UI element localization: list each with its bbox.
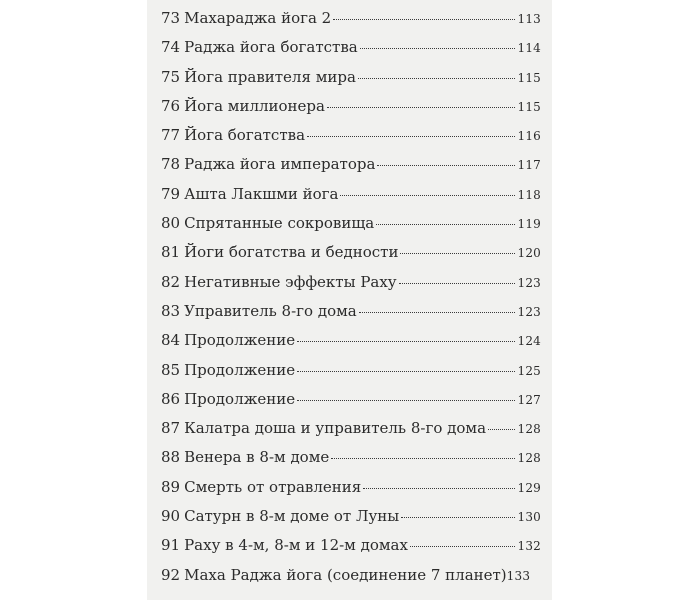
entry-title: Сатурн в 8-м доме от Луны — [184, 507, 400, 526]
entry-number: 88 — [161, 448, 181, 467]
entry-title: Махараджа йога 2 — [184, 9, 332, 27]
entry-title: Калатра доша и управитель 8-го дома — [184, 419, 487, 438]
entry-page-number: 130 — [517, 510, 541, 525]
toc-entry — [161, 478, 541, 507]
dot-leader — [307, 136, 515, 137]
dot-leader — [410, 546, 516, 547]
toc-entry — [161, 214, 541, 243]
entry-page-number: 127 — [517, 392, 541, 407]
toc-entry — [161, 419, 541, 448]
entry-title: Йоги богатства и бедности — [184, 243, 399, 262]
entry-page-number: 116 — [517, 129, 541, 144]
dot-leader — [360, 48, 516, 49]
entry-title: Продолжение — [184, 331, 296, 350]
entry-title: Негативные эффекты Раху — [184, 272, 397, 291]
dot-leader — [297, 400, 515, 401]
entry-page-number: 115 — [517, 70, 541, 85]
dot-leader — [297, 341, 515, 342]
entry-page-number: 118 — [517, 187, 541, 202]
entry-page-number: 124 — [517, 334, 541, 349]
entry-page-number: 128 — [517, 422, 541, 437]
entry-title: Раджа йога богатства — [184, 38, 358, 57]
entry-title: Раху в 4-м, 8-м и 12-м домах — [184, 536, 408, 555]
entry-number: 80 — [161, 214, 181, 233]
entry-title: Смерть от отравления — [184, 477, 362, 496]
dot-leader — [363, 488, 515, 489]
toc-entry — [161, 126, 541, 155]
entry-page-number: 119 — [517, 217, 541, 232]
toc-entry — [161, 68, 541, 97]
entry-page-number: 114 — [517, 41, 541, 56]
dot-leader — [327, 107, 516, 108]
toc-entry — [161, 361, 541, 390]
dot-leader — [377, 165, 515, 166]
entry-title: Продолжение — [184, 360, 296, 379]
entry-number: 92 — [161, 565, 181, 584]
toc-entry — [161, 331, 541, 360]
entry-number: 90 — [161, 507, 181, 526]
toc-entry — [161, 566, 541, 595]
table-of-contents — [161, 9, 541, 595]
toc-entry — [161, 302, 541, 331]
entry-page-number: 132 — [517, 539, 541, 554]
entry-number: 85 — [161, 360, 181, 379]
toc-entry — [161, 273, 541, 302]
entry-number: 74 — [161, 38, 181, 57]
dot-leader — [359, 312, 516, 313]
entry-page-number: 115 — [517, 99, 541, 114]
dot-leader — [340, 195, 515, 196]
entry-number: 86 — [161, 389, 181, 408]
toc-entry — [161, 507, 541, 536]
dot-leader — [376, 224, 515, 225]
entry-title: Управитель 8-го дома — [184, 301, 357, 320]
toc-entry — [161, 38, 541, 67]
entry-title: Йога миллионера — [184, 96, 325, 115]
entry-page-number: 123 — [517, 275, 541, 290]
toc-entry — [161, 536, 541, 565]
entry-number: 83 — [161, 301, 181, 320]
dot-leader — [331, 458, 515, 459]
entry-page-number: 133 — [506, 568, 531, 583]
dot-leader — [399, 283, 516, 284]
entry-page-number: 128 — [517, 451, 541, 466]
entry-title: Йога богатства — [184, 126, 306, 145]
entry-title: Раджа йога императора — [184, 155, 376, 174]
entry-number: 87 — [161, 419, 181, 438]
entry-page-number: 117 — [517, 158, 541, 173]
entry-title: Йога правителя мира — [184, 67, 356, 86]
entry-page-number: 125 — [517, 363, 541, 378]
toc-entry — [161, 97, 541, 126]
toc-entry — [161, 243, 541, 272]
entry-number: 81 — [161, 243, 181, 262]
dot-leader — [358, 78, 516, 79]
entry-title: Спрятанные сокровища — [184, 214, 375, 233]
entry-page-number: 120 — [517, 246, 541, 261]
entry-number: 75 — [161, 67, 181, 86]
entry-number: 79 — [161, 184, 181, 203]
dot-leader — [297, 371, 515, 372]
entry-number: 82 — [161, 272, 181, 291]
dot-leader — [333, 19, 515, 20]
toc-entry — [161, 448, 541, 477]
entry-number: 91 — [161, 536, 181, 555]
entry-page-number: 113 — [517, 12, 541, 26]
entry-title: Венера в 8-м доме — [184, 448, 330, 467]
entry-number: 76 — [161, 96, 181, 115]
book-page — [147, 0, 552, 600]
toc-entry — [161, 155, 541, 184]
toc-entry — [161, 9, 541, 38]
toc-entry — [161, 390, 541, 419]
dot-leader — [400, 253, 515, 254]
toc-entry — [161, 185, 541, 214]
entry-number: 73 — [161, 9, 181, 27]
entry-title: Ашта Лакшми йога — [184, 184, 339, 203]
entry-page-number: 123 — [517, 304, 541, 319]
entry-number: 84 — [161, 331, 181, 350]
entry-number: 77 — [161, 126, 181, 145]
dot-leader — [488, 429, 515, 430]
entry-page-number: 129 — [517, 480, 541, 495]
entry-number: 78 — [161, 155, 181, 174]
entry-number: 89 — [161, 477, 181, 496]
dot-leader — [401, 517, 515, 518]
entry-title: Маха Раджа йога (соединение 7 планет) — [184, 565, 507, 584]
entry-title: Продолжение — [184, 389, 296, 408]
